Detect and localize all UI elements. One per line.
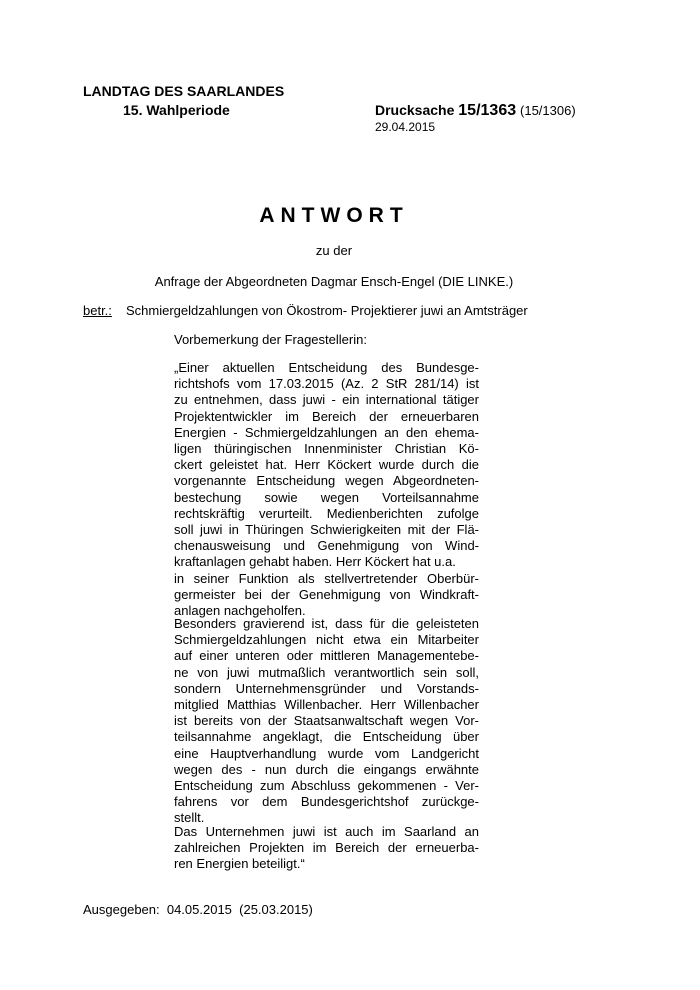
text-line: ist bereits von der Staatsanwaltschaft wegen Vor-	[174, 713, 479, 729]
text-line: teilsannahme angeklagt, die Entscheidung über	[174, 729, 479, 745]
text-line: Schmiergeldzahlungen nicht etwa ein Mitarbeiter	[174, 632, 479, 648]
anfrage-line: Anfrage der Abgeordneten Dagmar Ensch-Engel (DIE LINKE.)	[154, 274, 514, 289]
text-line: rechtskräftig verurteilt. Medienberichten zufolge	[174, 505, 479, 521]
text-line: „Einer aktuellen Entscheidung des Bundesge-	[174, 360, 479, 375]
text-line: ckert geleistet hat. Herr Köckert wurde durch die	[174, 457, 479, 473]
legislative-period: 15. Wahlperiode	[123, 102, 230, 118]
document-date: 29.04.2015	[375, 120, 436, 134]
text-line: wegen des - nun durch die eingangs erwähnte	[174, 761, 479, 777]
text-line: Energien - Schmiergeldzahlungen an den ehema-	[174, 424, 479, 440]
drucksache-line	[375, 101, 576, 120]
issued-date: Ausgegeben: 04.05.2015 (25.03.2015)	[83, 902, 313, 917]
text-line: auf einer unteren oder mittleren Managementebe-	[174, 648, 479, 664]
paragraph-1	[174, 360, 479, 619]
text-line: fahrens vor dem Bundesgerichtshof zurückge-	[174, 794, 479, 810]
text-line: anlagen nachgeholfen.	[174, 603, 306, 619]
text-line: sondern Unternehmensgründer und Vorstands-	[174, 680, 479, 696]
text-line: kraftanlagen gehabt haben. Herr Köckert hat u.a.	[174, 554, 456, 570]
institution-name: LANDTAG DES SAARLANDES	[83, 83, 285, 99]
text-line: zahlreichen Projekten im Bereich der erneuerba-	[174, 840, 479, 856]
betr-label: betr.:	[83, 303, 112, 318]
text-line: in seiner Funktion als stellvertretender Oberbür-	[174, 570, 479, 586]
drucksache-label: Drucksache	[375, 102, 455, 118]
betr-subject: Schmiergeldzahlungen von Ökostrom- Projektierer juwi an Amtsträger	[126, 303, 528, 318]
document-title: ANTWORT	[259, 204, 409, 227]
paragraph-2	[174, 616, 479, 827]
text-line: Projektentwickler im Bereich der erneuerbaren	[174, 408, 479, 424]
text-line: chenausweisung und Genehmigung von Wind-	[174, 538, 479, 554]
subtitle: zu der	[315, 243, 353, 258]
text-line: richtshofs vom 17.03.2015 (Az. 2 StR 281/14) ist	[174, 376, 479, 392]
text-line: ne von juwi mutmaßlich verantwortlich sein soll,	[174, 664, 479, 680]
drucksache-number: 15/1363	[458, 102, 517, 119]
text-line: mitglied Matthias Willenbacher. Herr Willenbacher	[174, 697, 479, 713]
text-line: soll juwi in Thüringen Schwierigkeiten mit der Flä-	[174, 522, 479, 538]
text-line: eine Hauptverhandlung wurde vom Landgericht	[174, 745, 479, 761]
text-line: stellt.	[174, 810, 205, 826]
drucksache-reference: (15/1306)	[520, 103, 576, 118]
text-line: Das Unternehmen juwi ist auch im Saarland an	[174, 824, 479, 839]
vorbemerkung-heading: Vorbemerkung der Fragestellerin:	[174, 332, 367, 347]
paragraph-3	[174, 824, 479, 873]
text-line: germeister bei der Genehmigung von Windkraft-	[174, 586, 479, 602]
text-line: ligen thüringischen Innenminister Christian Kö-	[174, 441, 479, 457]
text-line: zu entnehmen, dass juwi - ein international tätiger	[174, 392, 479, 408]
text-line: Besonders gravierend ist, dass für die geleisteten	[174, 616, 479, 631]
text-line: vorgenannte Entscheidung wegen Abgeordneten-	[174, 473, 479, 489]
text-line: bestechung sowie wegen Vorteilsannahme	[174, 489, 479, 505]
text-line: Entscheidung zum Abschluss gekommenen - Ver-	[174, 778, 479, 794]
text-line: ren Energien beteiligt.“	[174, 856, 305, 872]
